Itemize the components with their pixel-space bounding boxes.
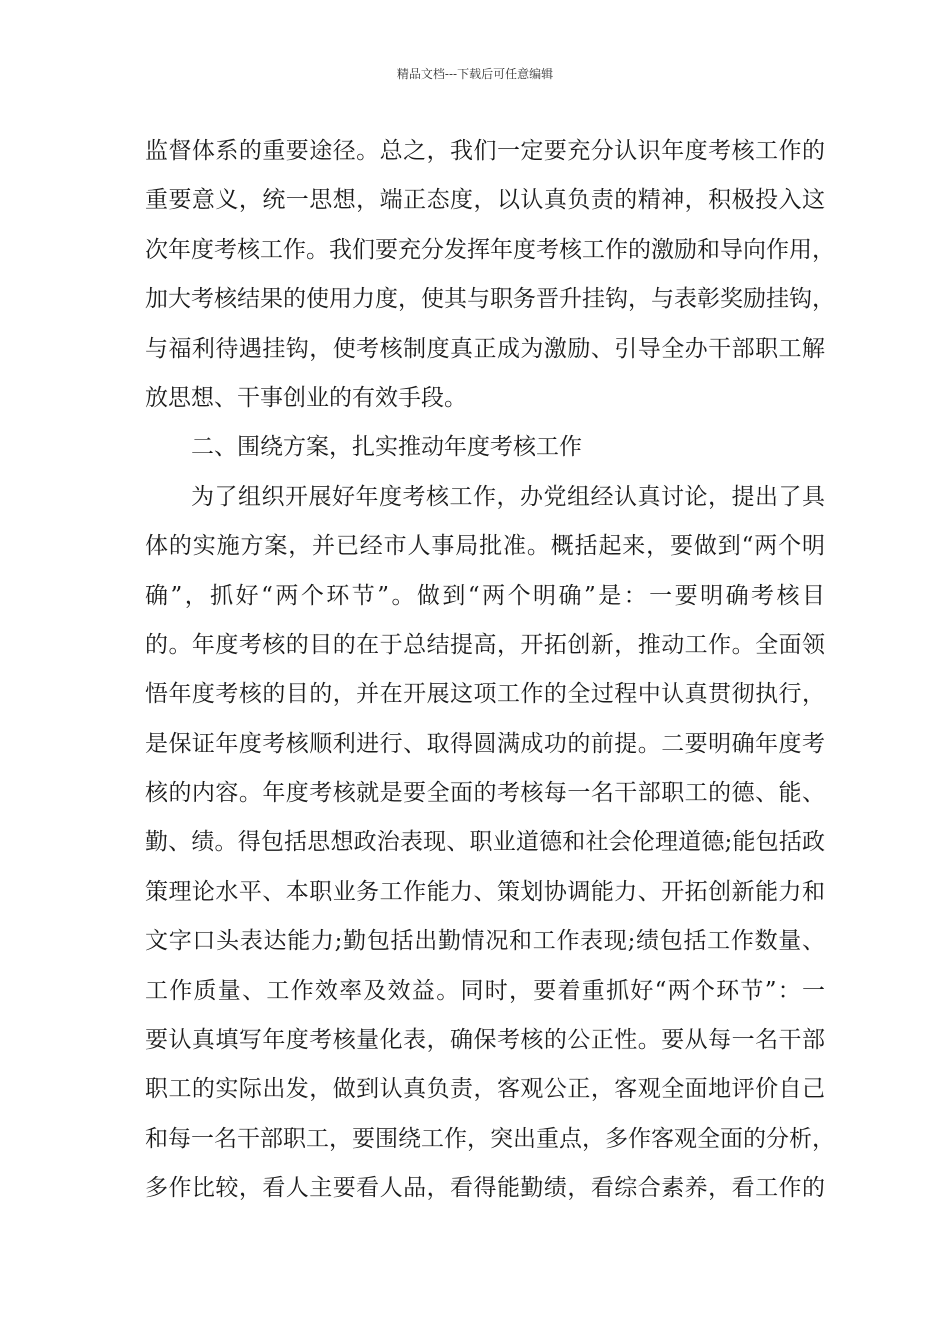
section-heading: 二、围绕方案，扎实推动年度考核工作 <box>191 434 582 461</box>
text-line: 为了组织开展好年度考核工作，办党组经认真讨论，提出了具 <box>191 483 825 510</box>
text-line: 和每一名干部职工，要围绕工作，突出重点，多作客观全面的分析， <box>145 1125 835 1152</box>
text-line: 策理论水平、本职业务工作能力、策划协调能力、开拓创新能力和 <box>145 878 825 905</box>
page-header: 精品文档---下载后可任意编辑 <box>396 67 554 81</box>
text-line: 核的内容。年度考核就是要全面的考核每一名干部职工的德、能、 <box>145 780 825 807</box>
text-line: 勤、绩。得包括思想政治表现、职业道德和社会伦理道德;能包括政 <box>145 829 825 856</box>
text-line: 要认真填写年度考核量化表，确保考核的公正性。要从每一名干部 <box>145 1027 825 1054</box>
text-line: 的。年度考核的目的在于总结提高，开拓创新，推动工作。全面领 <box>145 631 825 658</box>
text-line: 职工的实际出发，做到认真负责，客观公正，客观全面地评价自己 <box>145 1076 825 1103</box>
text-line: 是保证年度考核顺利进行、取得圆满成功的前提。二要明确年度考 <box>145 730 825 757</box>
text-line: 放思想、干事创业的有效手段。 <box>145 384 467 411</box>
text-line: 重要意义，统一思想，端正态度，以认真负责的精神，积极投入这 <box>145 187 825 214</box>
document-body <box>145 127 835 1214</box>
text-line: 文字口头表达能力;勤包括出勤情况和工作表现;绩包括工作数量、 <box>145 928 825 955</box>
text-line: 次年度考核工作。我们要充分发挥年度考核工作的激励和导向作用， <box>145 236 835 263</box>
text-line: 监督体系的重要途径。总之，我们一定要充分认识年度考核工作的 <box>145 138 825 164</box>
text-line: 工作质量、工作效率及效益。同时，要着重抓好“两个环节”：一 <box>145 977 825 1004</box>
text-line: 体的实施方案，并已经市人事局批准。概括起来，要做到“两个明 <box>145 533 825 560</box>
text-line: 悟年度考核的目的，并在开展这项工作的全过程中认真贯彻执行， <box>145 681 825 708</box>
text-line: 加大考核结果的使用力度，使其与职务晋升挂钩，与表彰奖励挂钩， <box>145 286 835 313</box>
text-line: 多作比较，看人主要看人品，看得能勤绩，看综合素养，看工作的 <box>145 1175 825 1202</box>
text-line: 确”，抓好“两个环节”。做到“两个明确”是：一要明确考核目 <box>145 582 825 609</box>
text-line: 与福利待遇挂钩，使考核制度真正成为激励、引导全办干部职工解 <box>145 335 825 362</box>
